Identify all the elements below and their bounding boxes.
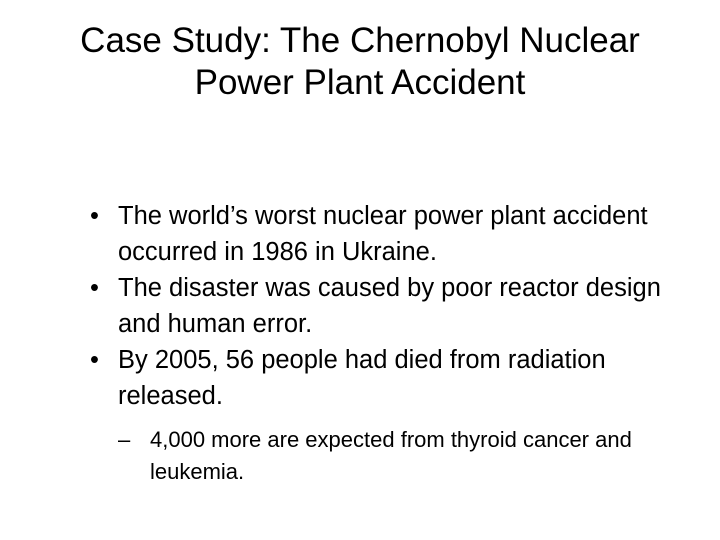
slide-title-line-1: Case Study: The Chernobyl Nuclear xyxy=(80,21,640,60)
slide-title xyxy=(36,20,684,104)
slide-title-line-2: Power Plant Accident xyxy=(194,63,526,102)
bullet-text: The world’s worst nuclear power plant accident occurred in 1986 in Ukraine. xyxy=(118,202,648,266)
bullet-marker: • xyxy=(90,202,99,230)
bullet-item xyxy=(90,270,698,342)
bullet-marker: • xyxy=(90,346,99,374)
bullet-text: By 2005, 56 people had died from radiation released. xyxy=(118,346,606,410)
bullet-text: The disaster was caused by poor reactor design and human error. xyxy=(118,274,661,338)
sub-bullet-item xyxy=(118,424,698,488)
bullet-marker: • xyxy=(90,274,99,302)
bullet-item xyxy=(90,198,698,270)
slide-body xyxy=(90,198,698,488)
sub-bullet-marker: – xyxy=(118,427,131,452)
bullet-item xyxy=(90,342,698,414)
sub-bullet-text: 4,000 more are expected from thyroid cancer and leukemia. xyxy=(150,427,632,484)
